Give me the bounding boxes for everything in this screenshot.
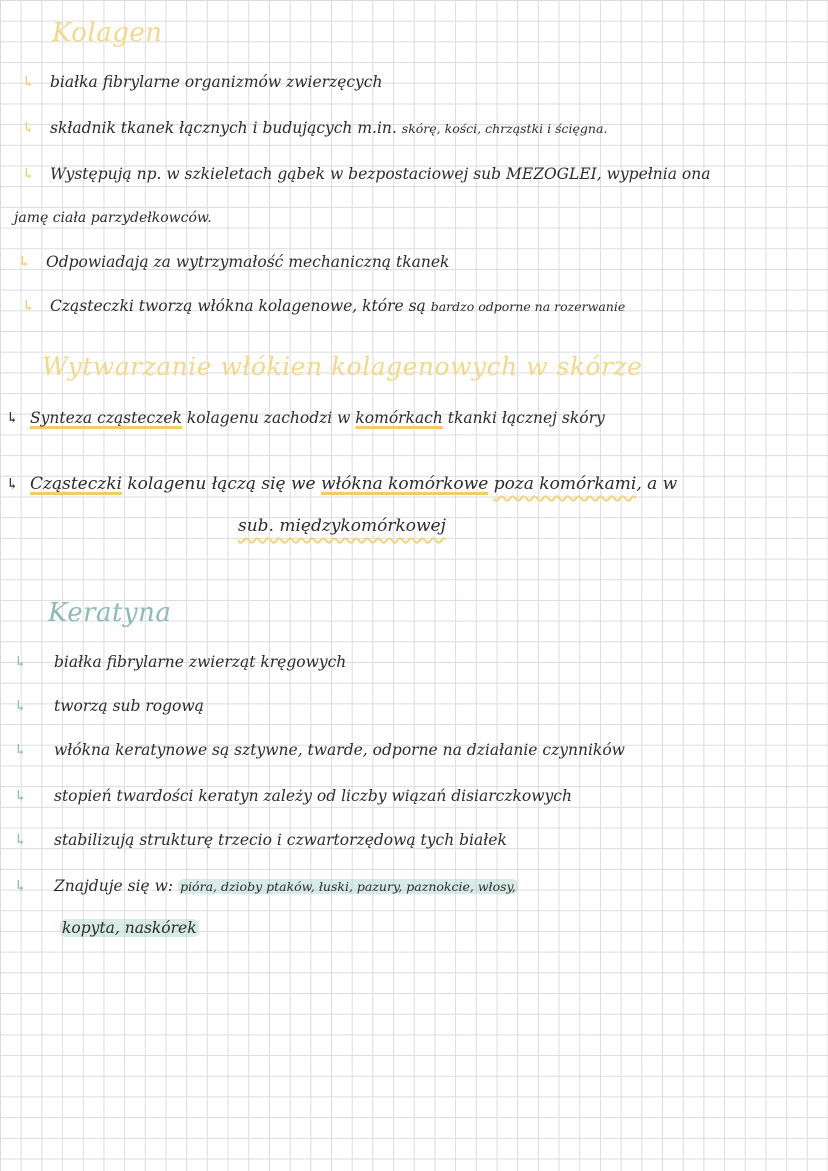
hooked-arrow-icon: ↳ [14,787,27,805]
keratyna-line-5: ↳ stabilizują strukturę trzecio i czwartorzędową tych białek [14,831,507,849]
kolagen-line-1: ↳ białka fibrylarne organizmów zwierzęcych [22,73,383,91]
hooked-arrow-icon: ↳ [6,409,19,427]
keratyna-line-4: ↳ stopień twardości keratyn zależy od liczby wiązań disiarczkowych [14,787,572,805]
keratyna-line-6: ↳ Znajduje się w: pióra, dzioby ptaków, łuski, pazury, paznokcie, włosy, [14,877,516,895]
hooked-arrow-icon: ↳ [22,297,35,315]
kolagen-line-3: ↳ Występują np. w szkieletach gąbek w bezpostaciowej sub MEZOGLEI, wypełnia ona [22,165,711,183]
wytwarzanie-line-2: ↳ Cząsteczki kolagenu łączą się we włókna komórkowe poza komórkami, a w [6,474,678,494]
kolagen-line-5: ↳ Cząsteczki tworzą włókna kolagenowe, które są bardzo odporne na rozerwanie [22,297,626,315]
hooked-arrow-icon: ↳ [6,475,19,493]
heading-keratyna: Keratyna [48,598,172,628]
hooked-arrow-icon: ↳ [22,73,35,91]
hooked-arrow-icon: ↳ [14,653,27,671]
hooked-arrow-icon: ↳ [22,165,35,183]
hooked-arrow-icon: ↳ [14,741,27,759]
hooked-arrow-icon: ↳ [22,119,35,137]
hooked-arrow-icon: ↳ [14,831,27,849]
keratyna-line-1: ↳ białka fibrylarne zwierząt kręgowych [14,653,347,671]
hooked-arrow-icon: ↳ [14,697,27,715]
kolagen-line-2: ↳ składnik tkanek łącznych i budujących m.in. skórę, kości, chrząstki i ścięgna. [22,119,608,137]
keratyna-line-2: ↳ tworzą sub rogową [14,697,204,715]
heading-kolagen: Kolagen [52,18,163,48]
kolagen-line-4: ↳ Odpowiadają za wytrzymałość mechaniczną tkanek [18,253,450,271]
kolagen-line-3-cont: jamę ciała parzydełkowców. [14,210,212,226]
wytwarzanie-line-1: ↳ Synteza cząsteczek kolagenu zachodzi w komórkach tkanki łącznej skóry [6,409,605,427]
hooked-arrow-icon: ↳ [18,253,31,271]
heading-wytwarzanie: Wytwarzanie włókien kolagenowych w skórze [42,352,643,381]
keratyna-line-6-cont: kopyta, naskórek [62,919,197,937]
wytwarzanie-line-3: sub. międzykomórkowej [238,516,446,536]
hooked-arrow-icon: ↳ [14,877,27,895]
keratyna-line-3: ↳ włókna keratynowe są sztywne, twarde, odporne na działanie czynników [14,741,625,759]
